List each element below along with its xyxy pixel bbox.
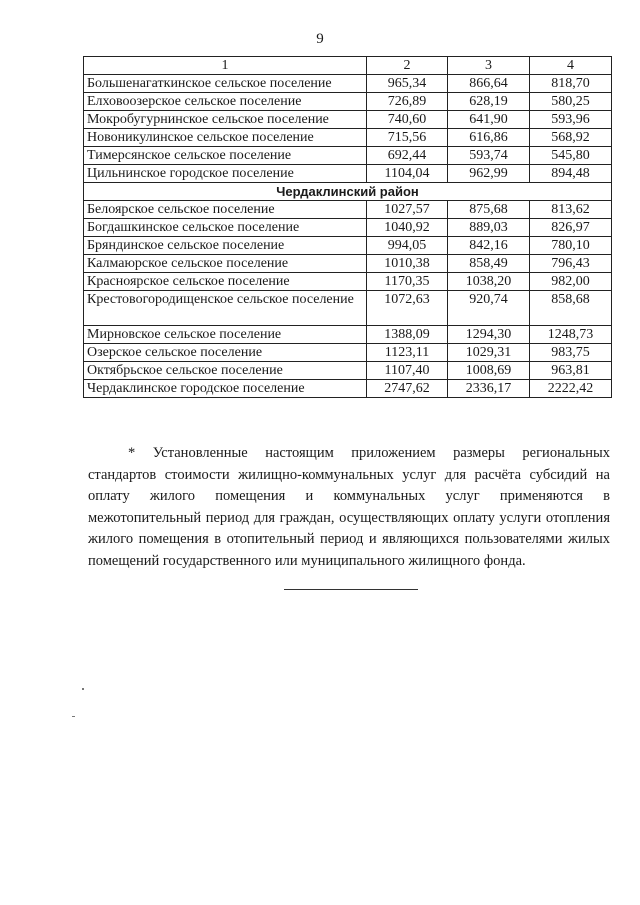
table-row (84, 111, 612, 129)
value-col-4: 545,80 (530, 147, 612, 165)
value-col-4: 826,97 (530, 219, 612, 237)
value-col-4: 1248,73 (530, 326, 612, 344)
settlement-name: Крестовогородищенское сельское поселение (84, 291, 367, 326)
scan-speck (82, 688, 84, 690)
table-row (84, 147, 612, 165)
column-number-row (84, 57, 612, 75)
settlement-name: Красноярское сельское поселение (84, 273, 367, 291)
value-col-2: 1027,57 (367, 201, 448, 219)
closing-rule (284, 589, 418, 590)
value-col-3: 962,99 (448, 165, 530, 183)
value-col-2: 1104,04 (367, 165, 448, 183)
value-col-3: 628,19 (448, 93, 530, 111)
table-row (84, 291, 612, 326)
value-col-2: 1107,40 (367, 362, 448, 380)
tariff-table (83, 56, 612, 398)
table-row (84, 237, 612, 255)
page-number: 9 (316, 31, 324, 47)
value-col-3: 1029,31 (448, 344, 530, 362)
value-col-3: 1294,30 (448, 326, 530, 344)
value-col-4: 813,62 (530, 201, 612, 219)
footnote-text: * Установленные настоящим приложением размеры региональных стандартов стоимости жилищно-коммунальных услуг для расчёта субсидий на оплату жилого помещения и коммунальных услуг применяются в межотопительный период для граждан, осуществляющих оплату услуги отопления жилого помещения в отопительный период и являющихся пользователями жилых помещений государственного или муниципального жилищного фонда. (88, 445, 610, 569)
column-number: 3 (448, 57, 530, 75)
settlement-name: Калмаюрское сельское поселение (84, 255, 367, 273)
value-col-4: 983,75 (530, 344, 612, 362)
value-col-3: 1038,20 (448, 273, 530, 291)
value-col-2: 1388,09 (367, 326, 448, 344)
value-col-2: 965,34 (367, 75, 448, 93)
settlement-name: Озерское сельское поселение (84, 344, 367, 362)
value-col-3: 858,49 (448, 255, 530, 273)
value-col-4: 894,48 (530, 165, 612, 183)
settlement-name: Цильнинское городское поселение (84, 165, 367, 183)
value-col-4: 858,68 (530, 291, 612, 326)
value-col-2: 715,56 (367, 129, 448, 147)
settlement-name: Богдашкинское сельское поселение (84, 219, 367, 237)
column-number: 4 (530, 57, 612, 75)
settlement-name: Октябрьское сельское поселение (84, 362, 367, 380)
column-number: 2 (367, 57, 448, 75)
settlement-name: Белоярское сельское поселение (84, 201, 367, 219)
value-col-4: 796,43 (530, 255, 612, 273)
value-col-2: 1010,38 (367, 255, 448, 273)
table-row (84, 93, 612, 111)
value-col-3: 889,03 (448, 219, 530, 237)
tariff-table-body (84, 57, 612, 398)
table-row (84, 165, 612, 183)
value-col-4: 580,25 (530, 93, 612, 111)
column-number: 1 (84, 57, 367, 75)
settlement-name: Бряндинское сельское поселение (84, 237, 367, 255)
value-col-2: 1072,63 (367, 291, 448, 326)
value-col-2: 1040,92 (367, 219, 448, 237)
value-col-3: 616,86 (448, 129, 530, 147)
value-col-3: 593,74 (448, 147, 530, 165)
table-row (84, 362, 612, 380)
district-row (84, 183, 612, 201)
district-heading: Чердаклинский район (84, 183, 612, 201)
value-col-4: 2222,42 (530, 380, 612, 398)
settlement-name: Большенагаткинское сельское поселение (84, 75, 367, 93)
value-col-3: 866,64 (448, 75, 530, 93)
table-row (84, 255, 612, 273)
settlement-name: Мокробугурнинское сельское поселение (84, 111, 367, 129)
value-col-3: 641,90 (448, 111, 530, 129)
table-row (84, 380, 612, 398)
value-col-2: 1170,35 (367, 273, 448, 291)
settlement-name: Мирновское сельское поселение (84, 326, 367, 344)
value-col-3: 875,68 (448, 201, 530, 219)
value-col-2: 994,05 (367, 237, 448, 255)
settlement-name: Тимерсянское сельское поселение (84, 147, 367, 165)
settlement-name: Чердаклинское городское поселение (84, 380, 367, 398)
table-row (84, 273, 612, 291)
value-col-2: 726,89 (367, 93, 448, 111)
value-col-4: 593,96 (530, 111, 612, 129)
footnote (88, 443, 610, 572)
value-col-4: 818,70 (530, 75, 612, 93)
value-col-4: 963,81 (530, 362, 612, 380)
value-col-2: 692,44 (367, 147, 448, 165)
value-col-4: 568,92 (530, 129, 612, 147)
settlement-name: Елховоозерское сельское поселение (84, 93, 367, 111)
table-row (84, 201, 612, 219)
table-row (84, 75, 612, 93)
value-col-3: 1008,69 (448, 362, 530, 380)
table-row (84, 129, 612, 147)
value-col-2: 1123,11 (367, 344, 448, 362)
table-row (84, 344, 612, 362)
value-col-2: 740,60 (367, 111, 448, 129)
value-col-4: 982,00 (530, 273, 612, 291)
value-col-3: 842,16 (448, 237, 530, 255)
table-row (84, 219, 612, 237)
scan-speck (72, 716, 75, 717)
value-col-2: 2747,62 (367, 380, 448, 398)
settlement-name: Новоникулинское сельское поселение (84, 129, 367, 147)
table-row (84, 326, 612, 344)
value-col-3: 920,74 (448, 291, 530, 326)
value-col-4: 780,10 (530, 237, 612, 255)
value-col-3: 2336,17 (448, 380, 530, 398)
